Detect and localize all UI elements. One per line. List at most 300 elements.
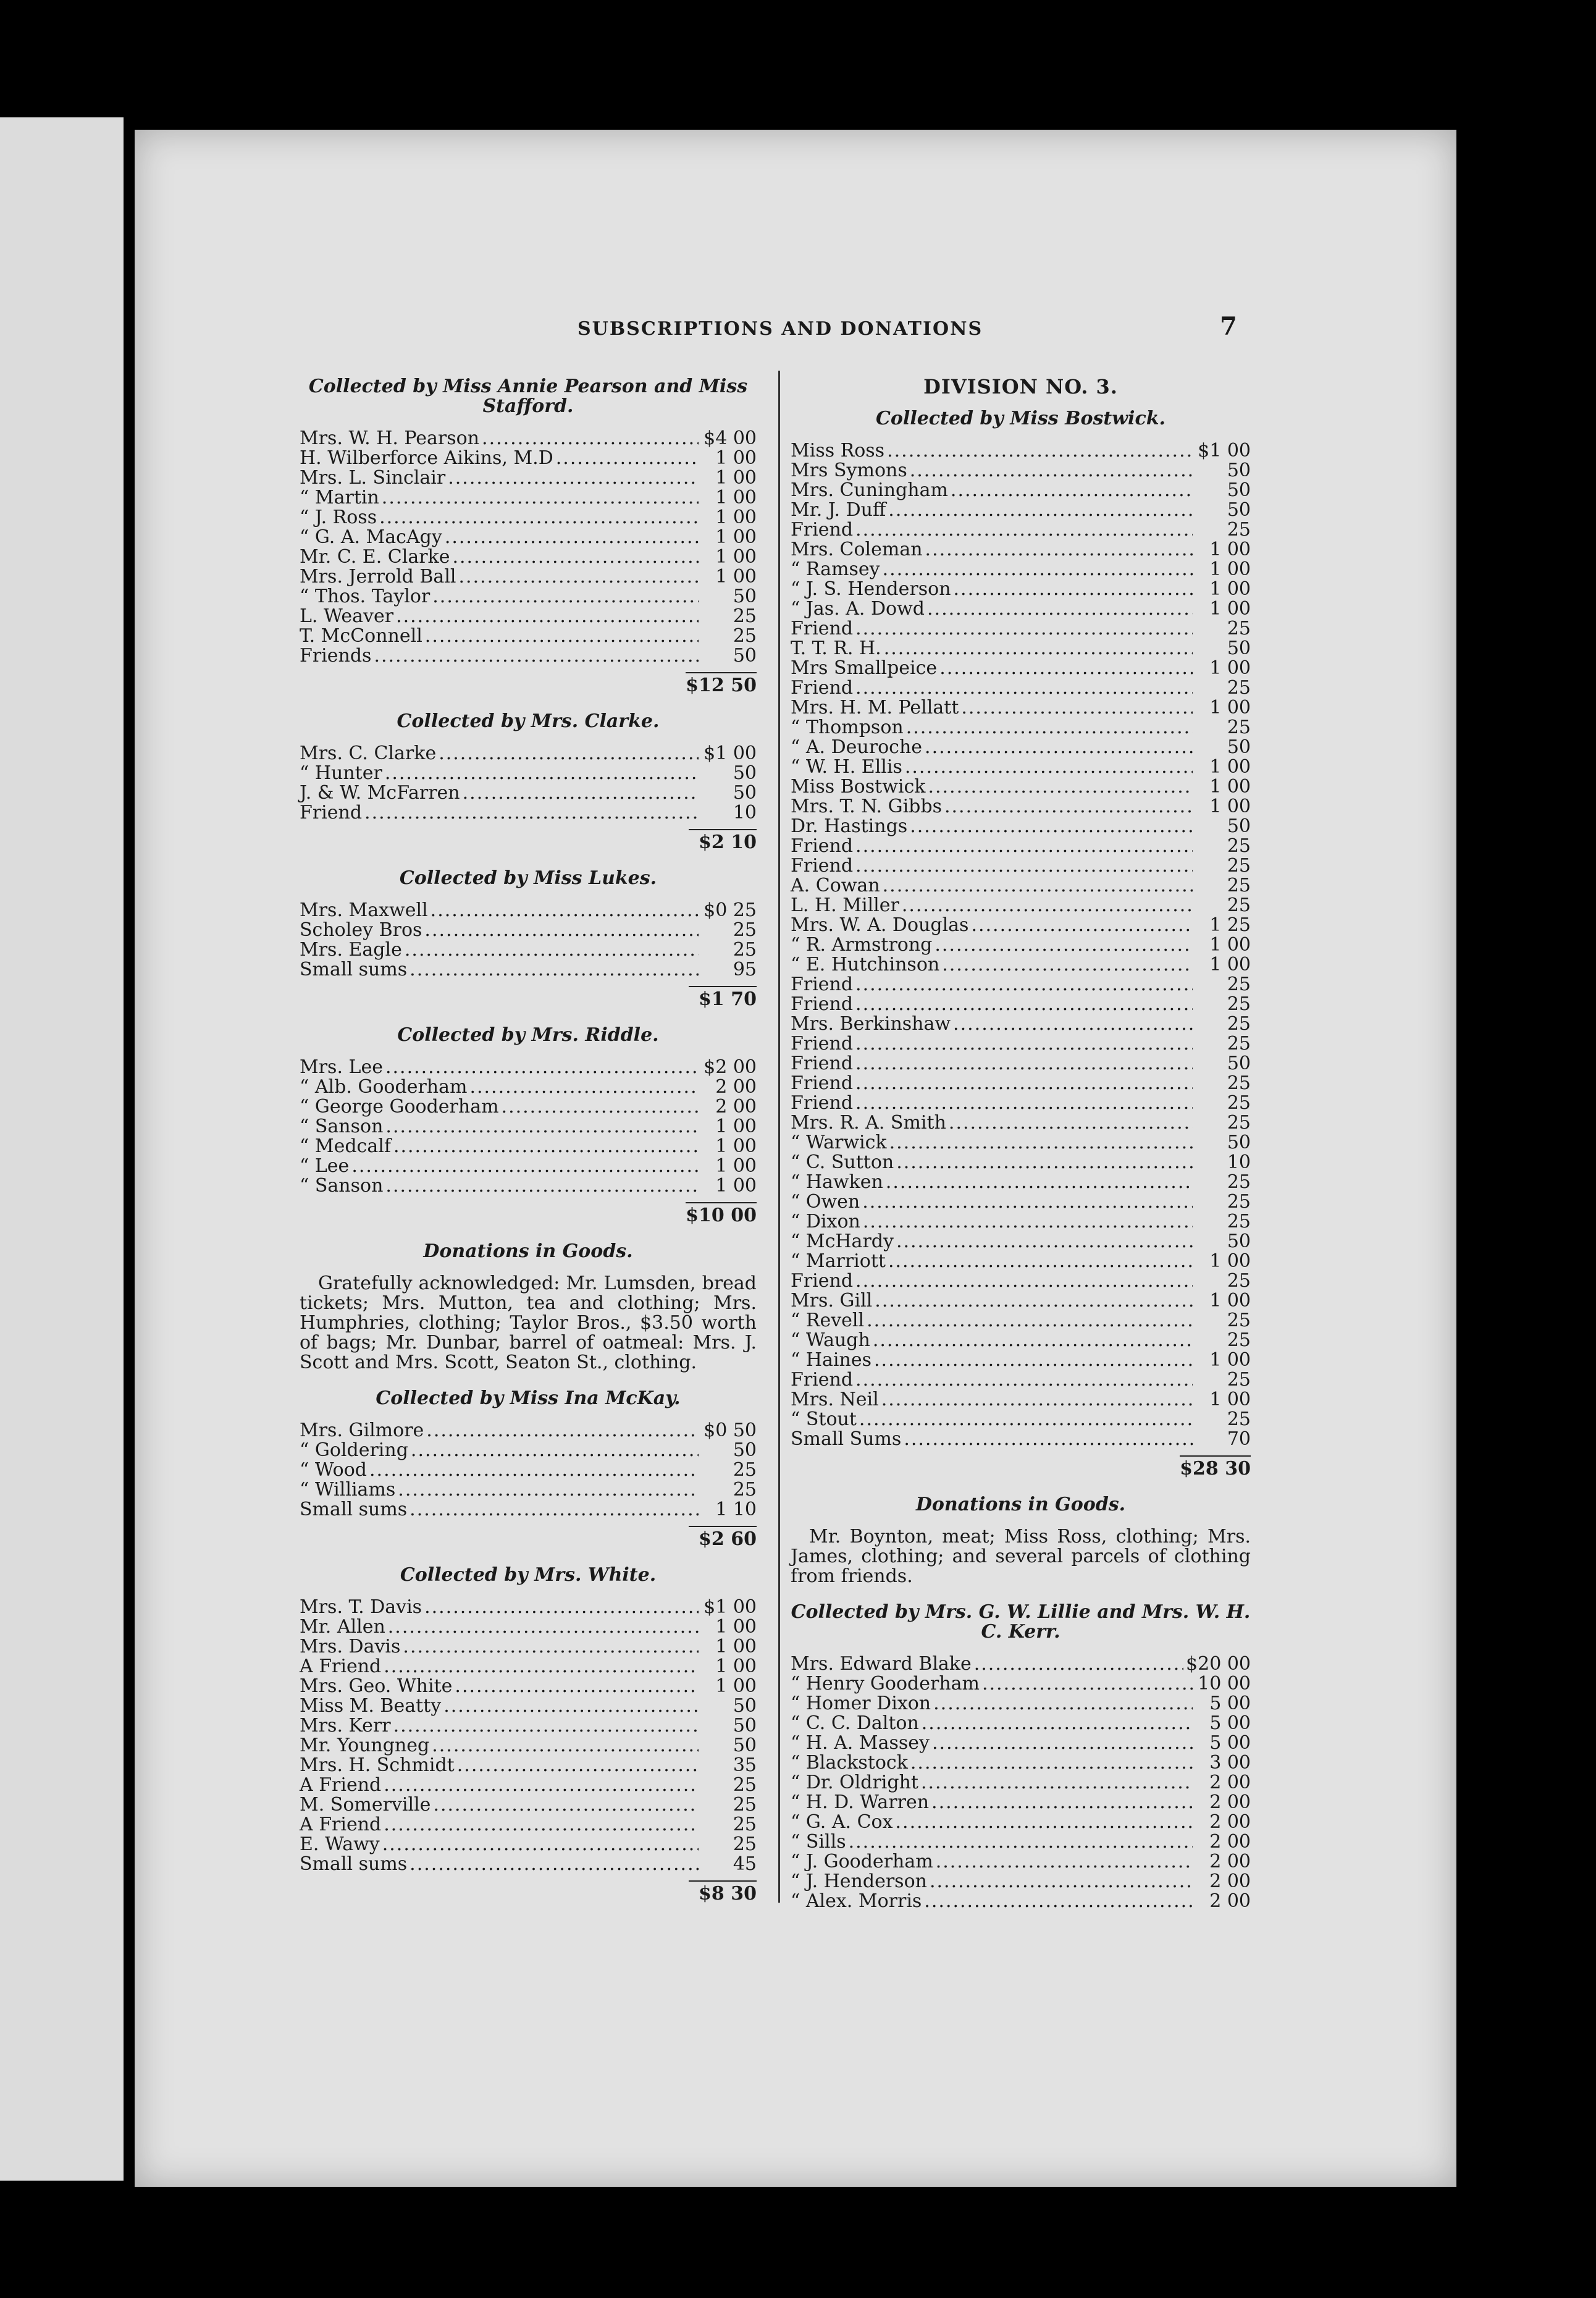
- contributor-name: “ Lee: [300, 1155, 350, 1177]
- amount: 1 00: [1209, 796, 1251, 817]
- ledger-row: [300, 960, 757, 980]
- amount: 25: [1227, 1369, 1251, 1391]
- amount: 25: [733, 1479, 757, 1500]
- amount: 25: [1227, 1013, 1251, 1035]
- leader-dots: [445, 528, 699, 547]
- donations-section: [791, 1495, 1251, 1586]
- leader-dots: [403, 1637, 699, 1657]
- contributor-name: Friend: [791, 835, 854, 857]
- contributor-name: “ Hunter: [300, 762, 382, 784]
- leader-dots: [944, 797, 1193, 817]
- ledger-row: [791, 1370, 1251, 1390]
- ledger-row: [300, 1775, 757, 1795]
- amount: 2 00: [1209, 1890, 1251, 1912]
- contributor-name: Dr. Hastings: [791, 815, 908, 837]
- contributor-name: “ Revell: [791, 1310, 865, 1331]
- amount: 50: [1227, 638, 1251, 659]
- ledger-row: [300, 1677, 757, 1696]
- contributor-name: “ Haines: [791, 1349, 872, 1371]
- ledger-row: [791, 1212, 1251, 1232]
- amount: 1 00: [1209, 578, 1251, 600]
- contributor-name: Mr. Youngneg: [300, 1735, 430, 1756]
- ledger-row: [300, 940, 757, 960]
- ledger-row: [300, 1097, 757, 1117]
- contributor-name: Mrs. Edward Blake: [791, 1653, 972, 1675]
- amount: 1 00: [1209, 558, 1251, 580]
- contributor-name: A. Cowan: [791, 875, 880, 896]
- amount: 10: [1227, 1151, 1251, 1173]
- amount: 1 00: [1209, 1349, 1251, 1371]
- section-total: [791, 1455, 1251, 1479]
- section-total: [300, 829, 757, 852]
- ledger-row: [791, 738, 1251, 757]
- contributor-name: Mrs. R. A. Smith: [791, 1112, 946, 1134]
- amount: 50: [733, 1695, 757, 1717]
- ledger-row: [300, 1597, 757, 1617]
- leader-dots: [855, 856, 1193, 876]
- ledger-row: [300, 429, 757, 448]
- ledger-row: [791, 1773, 1251, 1793]
- ledger-row: [791, 1271, 1251, 1291]
- leader-dots: [859, 1410, 1193, 1429]
- ledger-row: [300, 1156, 757, 1176]
- ledger-row: [791, 856, 1251, 876]
- ledger-row: [791, 1034, 1251, 1054]
- amount: 45: [733, 1853, 757, 1875]
- leader-dots: [961, 698, 1193, 718]
- contributor-name: Small sums: [300, 1853, 408, 1875]
- ledger-row: [300, 920, 757, 940]
- ledger-row: [791, 817, 1251, 836]
- leader-dots: [910, 1753, 1193, 1773]
- amount: 1 00: [1209, 539, 1251, 560]
- amount: 1 00: [715, 1175, 757, 1197]
- amount: $1 00: [704, 743, 757, 764]
- division-heading: DIVISION NO. 3.: [923, 375, 1118, 398]
- amount: 25: [1227, 993, 1251, 1015]
- ledger-row: [300, 468, 757, 488]
- amount: 10 00: [1198, 1673, 1251, 1694]
- contributor-name: Mrs. Coleman: [791, 539, 923, 560]
- contributor-name: Mrs. Berkinshaw: [791, 1013, 951, 1035]
- ledger-row: [300, 607, 757, 626]
- ledger-row: [791, 1390, 1251, 1410]
- leader-dots: [874, 1350, 1193, 1370]
- leader-dots: [887, 441, 1193, 461]
- amount: 50: [733, 586, 757, 607]
- amount: 25: [733, 605, 757, 627]
- leader-dots: [369, 1460, 699, 1480]
- amount: 1 00: [715, 507, 757, 528]
- contributor-name: Small sums: [300, 1499, 408, 1520]
- contributor-name: Friend: [791, 1053, 854, 1074]
- leader-dots: [382, 488, 699, 508]
- section-heading: Collected by Miss Ina McKay.: [376, 1387, 681, 1409]
- leader-dots: [502, 1097, 699, 1117]
- amount: $20 00: [1186, 1653, 1251, 1675]
- leader-dots: [432, 587, 699, 607]
- ledger-row: [300, 1617, 757, 1637]
- ledger-row: [791, 461, 1251, 481]
- amount: 25: [733, 1814, 757, 1835]
- amount: 50: [1227, 1132, 1251, 1153]
- amount: 2 00: [1209, 1772, 1251, 1793]
- ledger-row: [791, 481, 1251, 500]
- ledger-row: [300, 528, 757, 547]
- amount: 1 00: [715, 1656, 757, 1677]
- leader-dots: [971, 915, 1193, 935]
- ledger-row: [300, 1117, 757, 1137]
- amount: 25: [1227, 974, 1251, 995]
- donations-heading: Donations in Goods.: [423, 1240, 633, 1262]
- contributor-name: Miss M. Beatty: [300, 1695, 442, 1717]
- leader-dots: [888, 500, 1193, 520]
- ledger-row: [791, 1331, 1251, 1350]
- amount: 50: [733, 1735, 757, 1756]
- leader-dots: [385, 764, 699, 783]
- section-heading: Collected by Mrs. Clarke.: [397, 710, 660, 732]
- contributor-name: J. & W. McFarren: [300, 782, 460, 804]
- donations-text: Gratefully acknowledged: Mr. Lumsden, bread tickets; Mrs. Mutton, tea and clothing; Mrs. Humphries, clothing; Taylor Bros., $3.50 worth of bags; Mr. Dunbar, barrel of oatmeal: Mrs. J. Scott and Mrs. Scott, Seaton St., clothing.: [300, 1273, 757, 1373]
- contributor-name: “ G. A. MacAgy: [300, 526, 442, 548]
- ledger-row: [791, 1172, 1251, 1192]
- leader-dots: [974, 1654, 1183, 1674]
- contributor-name: Mrs. Gilmore: [300, 1420, 424, 1441]
- leader-dots: [954, 579, 1193, 599]
- ledger-row: [791, 1252, 1251, 1271]
- donations-heading: Donations in Goods.: [915, 1494, 1126, 1515]
- total-amount: $28 30: [1180, 1455, 1251, 1479]
- amount: 1 00: [715, 1155, 757, 1177]
- amount: 25: [1227, 835, 1251, 857]
- ledger-row: [300, 626, 757, 646]
- total-amount: $1 70: [689, 986, 757, 1009]
- leader-dots: [896, 1232, 1193, 1252]
- ledger-row: [791, 1192, 1251, 1212]
- collection-section: [300, 869, 757, 1009]
- collection-section: [300, 712, 757, 852]
- leader-dots: [384, 1815, 699, 1835]
- contributor-name: Small Sums: [791, 1428, 902, 1450]
- leader-dots: [425, 626, 699, 646]
- leader-dots: [433, 1795, 699, 1815]
- leader-dots: [384, 1657, 699, 1677]
- leader-dots: [934, 935, 1193, 955]
- leader-dots: [949, 1113, 1193, 1133]
- amount: 25: [733, 1774, 757, 1796]
- contributor-name: Mrs. Cuningham: [791, 479, 948, 501]
- ledger-row: [300, 646, 757, 666]
- leader-dots: [939, 659, 1193, 678]
- ledger-row: [300, 587, 757, 607]
- amount: 50: [1227, 736, 1251, 758]
- facing-page: [0, 117, 124, 2181]
- ledger-row: [300, 1460, 757, 1480]
- amount: 1 25: [1209, 914, 1251, 936]
- contributor-name: Mrs. Jerrold Ball: [300, 566, 456, 587]
- contributor-name: Mrs. Eagle: [300, 939, 402, 961]
- contributor-name: Mrs. Neil: [791, 1389, 879, 1410]
- total-amount: $12 50: [686, 672, 757, 696]
- leader-dots: [459, 567, 699, 587]
- ledger-row: [791, 639, 1251, 659]
- contributor-name: M. Somerville: [300, 1794, 431, 1816]
- leader-dots: [886, 1172, 1193, 1192]
- ledger-row: [791, 579, 1251, 599]
- ledger-row: [791, 1654, 1251, 1674]
- amount: 1 00: [1209, 1389, 1251, 1410]
- donations-text: Mr. Boynton, meat; Miss Ross, clothing; Mrs. James, clothing; and several parcels of clothing from friends.: [791, 1526, 1251, 1587]
- amount: 25: [733, 1833, 757, 1855]
- ledger-row: [791, 1291, 1251, 1311]
- contributor-name: Friend: [791, 1033, 854, 1054]
- leader-dots: [443, 1696, 699, 1716]
- section-total: [300, 1526, 757, 1549]
- ledger-row: [791, 678, 1251, 698]
- leader-dots: [902, 896, 1193, 915]
- contributor-name: H. Wilberforce Aikins, M.D: [300, 447, 553, 469]
- leader-dots: [904, 1429, 1193, 1449]
- amount: 1 00: [1209, 1290, 1251, 1311]
- leader-dots: [410, 960, 699, 980]
- ledger-row: [791, 1311, 1251, 1331]
- amount: $4 00: [704, 427, 757, 449]
- contributor-name: Mr. C. E. Clarke: [300, 546, 450, 568]
- amount: 1 10: [715, 1499, 757, 1520]
- amount: 50: [733, 1439, 757, 1461]
- ledger-row: [300, 488, 757, 508]
- amount: 2 00: [1209, 1811, 1251, 1833]
- ledger-row: [791, 1753, 1251, 1773]
- ledger-row: [791, 995, 1251, 1014]
- amount: 1 00: [1209, 1250, 1251, 1272]
- leader-dots: [388, 1617, 699, 1637]
- ledger-row: [300, 901, 757, 920]
- amount: 1 00: [715, 1135, 757, 1157]
- amount: 1 00: [715, 1675, 757, 1697]
- ledger-row: [300, 1058, 757, 1077]
- leader-dots: [884, 639, 1193, 659]
- contributor-name: Friend: [791, 1270, 854, 1292]
- contributor-name: “ E. Hutchinson: [791, 954, 940, 975]
- amount: 35: [733, 1754, 757, 1776]
- ledger-row: [791, 1350, 1251, 1370]
- amount: 25: [1227, 1270, 1251, 1292]
- leader-dots: [482, 429, 699, 448]
- contributor-name: Friends: [300, 645, 372, 667]
- section-heading: Collected by Mrs. Riddle.: [397, 1024, 659, 1046]
- ledger-row: [791, 1232, 1251, 1252]
- amount: 2 00: [1209, 1831, 1251, 1853]
- section-total: [300, 672, 757, 696]
- leader-dots: [889, 1133, 1193, 1153]
- amount: $0 25: [704, 899, 757, 921]
- ledger-row: [791, 935, 1251, 955]
- amount: 50: [733, 1715, 757, 1736]
- ledger-row: [791, 836, 1251, 856]
- amount: 25: [733, 939, 757, 961]
- contributor-name: Mr. J. Duff: [791, 499, 886, 521]
- right-column: [791, 371, 1251, 1927]
- amount: 1 00: [715, 467, 757, 489]
- leader-dots: [448, 468, 699, 488]
- amount: $1 00: [1198, 440, 1251, 461]
- ledger-row: [791, 698, 1251, 718]
- amount: 1 00: [715, 566, 757, 587]
- amount: 2 00: [715, 1076, 757, 1098]
- amount: 25: [1227, 717, 1251, 738]
- amount: 50: [733, 782, 757, 804]
- amount: 50: [1227, 1053, 1251, 1074]
- leader-dots: [925, 738, 1193, 757]
- leader-dots: [930, 1872, 1193, 1892]
- amount: 2 00: [1209, 1791, 1251, 1813]
- ledger-row: [791, 1429, 1251, 1449]
- ledger-row: [791, 659, 1251, 678]
- leader-dots: [906, 718, 1193, 738]
- amount: 1 00: [715, 546, 757, 568]
- amount: 1 00: [715, 526, 757, 548]
- contributor-name: Friend: [791, 974, 854, 995]
- contributor-name: “ Medcalf: [300, 1135, 391, 1157]
- leader-dots: [883, 560, 1193, 579]
- contributor-name: Friend: [791, 519, 854, 541]
- ledger-row: [791, 1852, 1251, 1872]
- contributor-name: Mrs. Maxwell: [300, 899, 428, 921]
- leader-dots: [883, 876, 1193, 896]
- ledger-row: [300, 1854, 757, 1874]
- section-heading: Collected by Mrs. G. W. Lillie and Mrs. W. H. C. Kerr.: [791, 1601, 1251, 1643]
- ledger-row: [300, 1480, 757, 1500]
- leader-dots: [936, 1852, 1193, 1872]
- amount: 25: [1227, 1112, 1251, 1134]
- ledger-row: [300, 448, 757, 468]
- collection-section: [791, 1602, 1251, 1911]
- ledger-row: [791, 1714, 1251, 1733]
- contributor-name: A Friend: [300, 1814, 382, 1835]
- column-divider: [778, 371, 780, 1903]
- leader-dots: [452, 547, 699, 567]
- ledger-row: [791, 718, 1251, 738]
- leader-dots: [432, 1736, 699, 1756]
- leader-dots: [430, 901, 699, 920]
- contributor-name: A Friend: [300, 1774, 382, 1796]
- contributor-name: Friend: [791, 618, 854, 639]
- leader-dots: [424, 920, 699, 940]
- contributor-name: “ Goldering: [300, 1439, 408, 1461]
- amount: 25: [1227, 1033, 1251, 1054]
- contributor-name: “ Jas. A. Dowd: [791, 598, 925, 620]
- contributor-name: “ R. Armstrong: [791, 934, 933, 956]
- contributor-name: Mrs. T. N. Gibbs: [791, 796, 942, 817]
- leader-dots: [393, 1716, 699, 1736]
- leader-dots: [469, 1077, 699, 1097]
- leader-dots: [910, 461, 1193, 481]
- contributor-name: Friend: [791, 1369, 854, 1391]
- section-heading: Collected by Miss Annie Pearson and Miss Stafford.: [308, 376, 748, 417]
- contributor-name: Mrs Smallpeice: [791, 657, 938, 679]
- contributor-name: “ Wood: [300, 1459, 367, 1481]
- ledger-row: [300, 1835, 757, 1854]
- ledger-row: [791, 1093, 1251, 1113]
- amount: 2 00: [715, 1096, 757, 1117]
- ledger-row: [300, 1657, 757, 1677]
- section-total: [300, 1880, 757, 1904]
- amount: 25: [733, 1459, 757, 1481]
- amount: 25: [1227, 855, 1251, 877]
- contributor-name: L. H. Miller: [791, 894, 899, 916]
- leader-dots: [922, 1714, 1193, 1733]
- contributor-name: Scholey Bros: [300, 919, 422, 941]
- leader-dots: [888, 1252, 1193, 1271]
- ledger-row: [300, 1500, 757, 1520]
- ledger-row: [791, 520, 1251, 540]
- leader-dots: [855, 995, 1193, 1014]
- leader-dots: [953, 1014, 1193, 1034]
- leader-dots: [932, 1733, 1193, 1753]
- contributor-name: Mr. Allen: [300, 1616, 385, 1638]
- amount: $1 00: [704, 1596, 757, 1618]
- amount: 50: [1227, 460, 1251, 481]
- contributor-name: “ A. Deuroche: [791, 736, 923, 758]
- contributor-name: “ Dr. Oldright: [791, 1772, 918, 1793]
- leader-dots: [398, 1480, 699, 1500]
- contributor-name: L. Weaver: [300, 605, 394, 627]
- amount: 25: [1227, 1408, 1251, 1430]
- amount: 1 00: [1209, 697, 1251, 718]
- contributor-name: “ McHardy: [791, 1231, 894, 1252]
- contributor-name: “ Sanson: [300, 1116, 384, 1137]
- contributor-name: Mrs. H. M. Pellatt: [791, 697, 959, 718]
- leader-dots: [410, 1854, 699, 1874]
- leader-dots: [855, 1370, 1193, 1390]
- amount: 50: [1227, 499, 1251, 521]
- collection-section: [300, 1565, 757, 1904]
- leader-dots: [457, 1756, 699, 1775]
- section-total: [300, 1202, 757, 1226]
- ledger-row: [300, 1637, 757, 1657]
- amount: 95: [733, 959, 757, 980]
- total-amount: $2 60: [689, 1526, 757, 1549]
- ledger-row: [300, 1421, 757, 1441]
- contributor-name: Small sums: [300, 959, 408, 980]
- amount: 1 00: [1209, 776, 1251, 798]
- leader-dots: [385, 1176, 699, 1196]
- amount: 25: [1227, 875, 1251, 896]
- contributor-name: Mrs. T. Davis: [300, 1596, 422, 1618]
- contributor-name: “ Williams: [300, 1479, 396, 1500]
- leader-dots: [875, 1291, 1193, 1311]
- ledger-row: [791, 1694, 1251, 1714]
- ledger-row: [300, 1716, 757, 1736]
- contributor-name: “ Blackstock: [791, 1752, 908, 1774]
- leader-dots: [855, 1271, 1193, 1291]
- amount: 1 00: [1209, 756, 1251, 778]
- ledger-row: [791, 876, 1251, 896]
- leader-dots: [556, 448, 699, 468]
- amount: 50: [1227, 815, 1251, 837]
- ledger-row: [791, 915, 1251, 935]
- ledger-row: [300, 1736, 757, 1756]
- ledger-row: [300, 783, 757, 803]
- contributor-name: Friend: [791, 855, 854, 877]
- amount: 25: [1227, 1211, 1251, 1232]
- leader-dots: [921, 1773, 1193, 1793]
- left-column: [300, 371, 757, 1920]
- ledger-row: [791, 777, 1251, 797]
- contributor-name: Mrs. Gill: [791, 1290, 873, 1311]
- leader-dots: [426, 1421, 699, 1441]
